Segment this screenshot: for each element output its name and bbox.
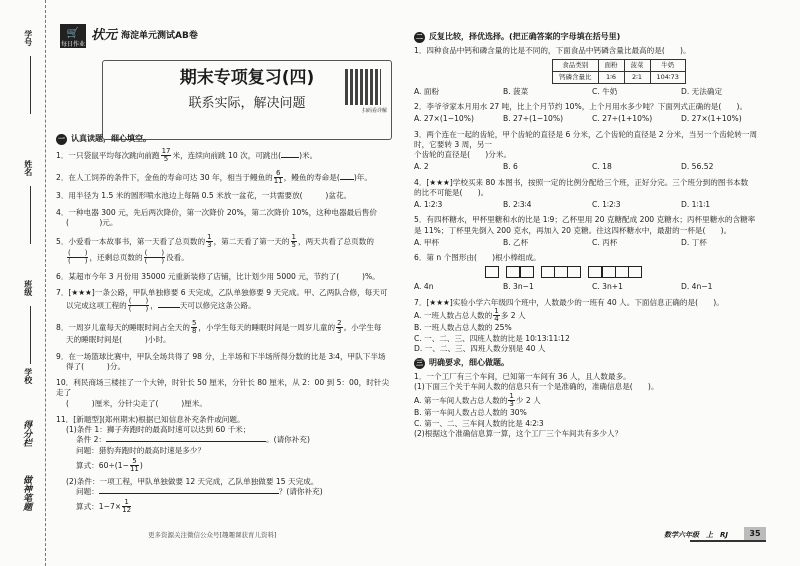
question-8: 8．一周岁儿童每天的睡眠时间占全天的 $\frac{5}{8}$ ，小学生每天的睡眠时间是一周岁儿童的 $\frac{2}{3}$ 。小学生每 天的睡眠时间是( )小时。 [56, 318, 382, 345]
section-header: 三 明确要求，细心做题。 [416, 358, 509, 368]
options: A. 面粉 B. 菠菜 C. 牛奶 D. 无法确定 [414, 86, 723, 96]
option-a: A. 第一车间人数占总人数的 $\frac{1}{3}$ 少 2 人 [414, 391, 541, 409]
footer-rule [690, 540, 766, 542]
question-4: 4．一种电器 300 元，先后两次降价，第一次降价 20%，第二次降价 10%，这种电器最后售价 ( )元。 [56, 207, 377, 227]
title-box [102, 60, 392, 140]
problem-1: 1．一个工厂有三个车间，已知第一车间有 36 人，且人数最多。 [414, 372, 631, 382]
qr-caption: 扫码看详解 [361, 108, 387, 114]
mc-question-2: 2．李爷爷家本月用水 27 吨，比上个月节约 10%，上个月用水多少吨？下面列式正确的是( )。 [414, 102, 748, 112]
mc-question-3: 3．两个连在一起的齿轮，甲个齿轮的直径是 6 分米，乙个齿轮的直径是 2 分米，当另一个齿轮转一周时，它要转 3 周，另一 个齿轮的直径是( )分米。 [414, 129, 758, 160]
question-6: 6．某超市今年 3 月份用 35000 元重新装修了店铺，比计划少用 5000 元，节约了( )%。 [56, 271, 380, 281]
brand-bar [60, 24, 240, 48]
left-column [56, 132, 396, 521]
options: A. 甲杯 B. 乙杯 C. 丙杯 D. 丁杯 [414, 237, 707, 247]
figure-2 [507, 266, 533, 278]
figure-3 [542, 266, 582, 278]
brand-mark: 状元 [91, 28, 118, 44]
options: A. 2 B. 6 C. 18 D. 56.52 [414, 162, 714, 172]
question-7: 7．[★★★]一条公路，甲队单独修要 6 天完成，乙队单独修要 9 天完成。甲、乙两队合修，每天可 以完成这项工程的 $\frac{( )}{( )}$ ， 天可以修完这条公路。 [56, 287, 388, 314]
options: A. 4n B. 3n−1 C. 3n+1 D. 4n−1 [414, 282, 713, 292]
spine-label-school: 学校 [23, 368, 33, 384]
problem-1-part-2: (2)根据这个准确信息算一算，这个工厂三个车间共有多少人？ [414, 428, 623, 438]
page-subtitle: 联系实际，解决问题 [188, 95, 306, 111]
question-11: 11．[新题型](郑州期末)根据已知信息补充条件或问题。 (1)条件 1：狮子奔跑时的最高时速可以达到 60 千米； 条件 2： 。(请你补充) 问题：猎豹奔跑时的最高时速是多少？ 算式：60÷(1− $\frac{5}{11}$ ) (2)条件：一项工程，甲队单独做要 12 天完成，乙队单独做要 15 天完成。 问题： ？(请你补充) 算式：1−7× $\frac{1}{12}$ [56, 414, 323, 515]
section-header: 二 反复比较，择优选择。(把正确答案的字母填在括号里) [416, 32, 621, 42]
promo-footer: 更多资源关注微信公众号[趣趣课获育儿资料] [148, 531, 277, 539]
page-number: 35 [744, 527, 766, 541]
figure-4 [589, 266, 642, 278]
question-9: 9．在一场篮球比赛中，甲队全场共得了 98 分，上半场和下半场所得分数的比是 3∶4，甲队下半场 得了( )分。 [56, 351, 386, 371]
qr-code-icon[interactable] [345, 69, 381, 105]
question-3: 3．用半径为 1.5 米的圆形喷水池边上每隔 0.5 米放一盆花，一共需要放( )盆花。 [56, 191, 352, 201]
question-10: 10．利民商场三楼挂了一个大钟，时针长 50 厘米，分针长 80 厘米，从 2：00 到 5：00，时针尖走了 ( )厘米，分针尖走了( )厘米。 [56, 378, 390, 408]
option-d: D. 一、二、三、四班人数分别是 40 人 [414, 343, 546, 353]
spine-tag-score: 得分栏 [21, 420, 32, 447]
option-c: C. 一、二、三、四班人数的比是 10∶13∶11∶12 [414, 333, 570, 343]
spine-label-name: 姓名 [23, 160, 33, 176]
options: A. 1∶2∶3 B. 2∶3∶4 C. 1∶2∶3 D. 1∶1∶1 [414, 200, 711, 210]
page-title: 期末专项复习(四) [179, 68, 315, 88]
figure-1 [486, 266, 499, 278]
option-a: A. 一班人数占总人数的 $\frac{1}{4}$ 多 2 人 [414, 306, 526, 324]
mc-question-7: 7．[★★★]实验小学六年级四个班中，人数最少的一班有 40 人。下面信息正确的是( )。 [414, 297, 724, 307]
question-1: 1．一只袋鼠平均每次跳向前跑 $\frac{17}{5}$ 米，连续向前跳 10 次，可跳出( )米。 [56, 147, 318, 164]
binding-margin [0, 0, 46, 566]
spine-line [30, 306, 31, 364]
mc-question-6: 6．第 n 个图形由( )根小棒组成。 [414, 253, 541, 263]
mc-question-1: 1．四种食品中钙和磷含量的比是不同的，下面食品中钙磷含量比最高的是( )。 [414, 46, 691, 55]
option-b: B. 一班人数占总人数的 25% [414, 323, 512, 333]
option-b: B. 第一车间人数占总人数的 30% [414, 408, 527, 418]
mc-question-5: 5．有四杯糖水，甲杯里糖和水的比是 1∶9；乙杯里用 20 克糖配成 200 克糖水；丙杯里糖水的含糖率 是 11%；丁杯里先倒入 200 克水，再加入 20 克糖。往这四杯糖水中，最甜的一杯是( )。 [414, 215, 756, 235]
spine-tag-slogan: 做神笔题 [21, 475, 32, 511]
spine-label-class: 班级 [23, 280, 33, 296]
options: A. 27×(1−10%) B. 27÷(1−10%) C. 27÷(1+10%) D. 27×(1+10%) [414, 114, 742, 124]
spine-line [30, 56, 31, 114]
problem-1-part-1: (1)下面三个关于车间人数的信息只有一个是准确的，准确信息是( )。 [414, 382, 659, 392]
spine-label-id: 学号 [23, 30, 33, 46]
section-header: 一 认真读题，细心填空。 [58, 134, 151, 144]
question-5: 5．小爱看一本故事书，第一天看了总页数的 $\frac{1}{3}$ ，第二天看了第一天的 $\frac{1}{5}$ ，两天共看了总页数的 $\frac{( )}{( )}$ ，还剩总页数的 $\frac{( )}{( )}$ 没看。 [56, 233, 374, 266]
stick-figures [486, 266, 770, 278]
grade-label: 数学六年级 上 RJ [664, 531, 728, 539]
right-column [414, 30, 770, 439]
mc-question-4: 4．[★★★]学校买来 80 本图书，按照一定的比例分配给三个班，正好分完。三个班分到的图书本数 的比不可能是( )。 [414, 177, 749, 197]
brand-series: 海淀单元测试AB卷 [121, 30, 198, 41]
spine-line [30, 186, 31, 244]
option-c: C. 第一、二、三车间人数的比是 4∶2∶3 [414, 418, 544, 428]
food-ratio-table: 食品类别 面粉 菠菜 牛奶 钙磷含量比 1∶6 2∶1 104∶73 [552, 59, 686, 84]
cart-logo-icon: 🛒 每日作业 [60, 24, 86, 48]
worksheet-header [60, 24, 390, 124]
question-2: 2．在人工饲养的条件下，金鱼的寿命可达 30 年，相当于鳗鱼的 $\frac{6}{11}$ ，鳗鱼的寿命是( )年。 [56, 168, 372, 186]
